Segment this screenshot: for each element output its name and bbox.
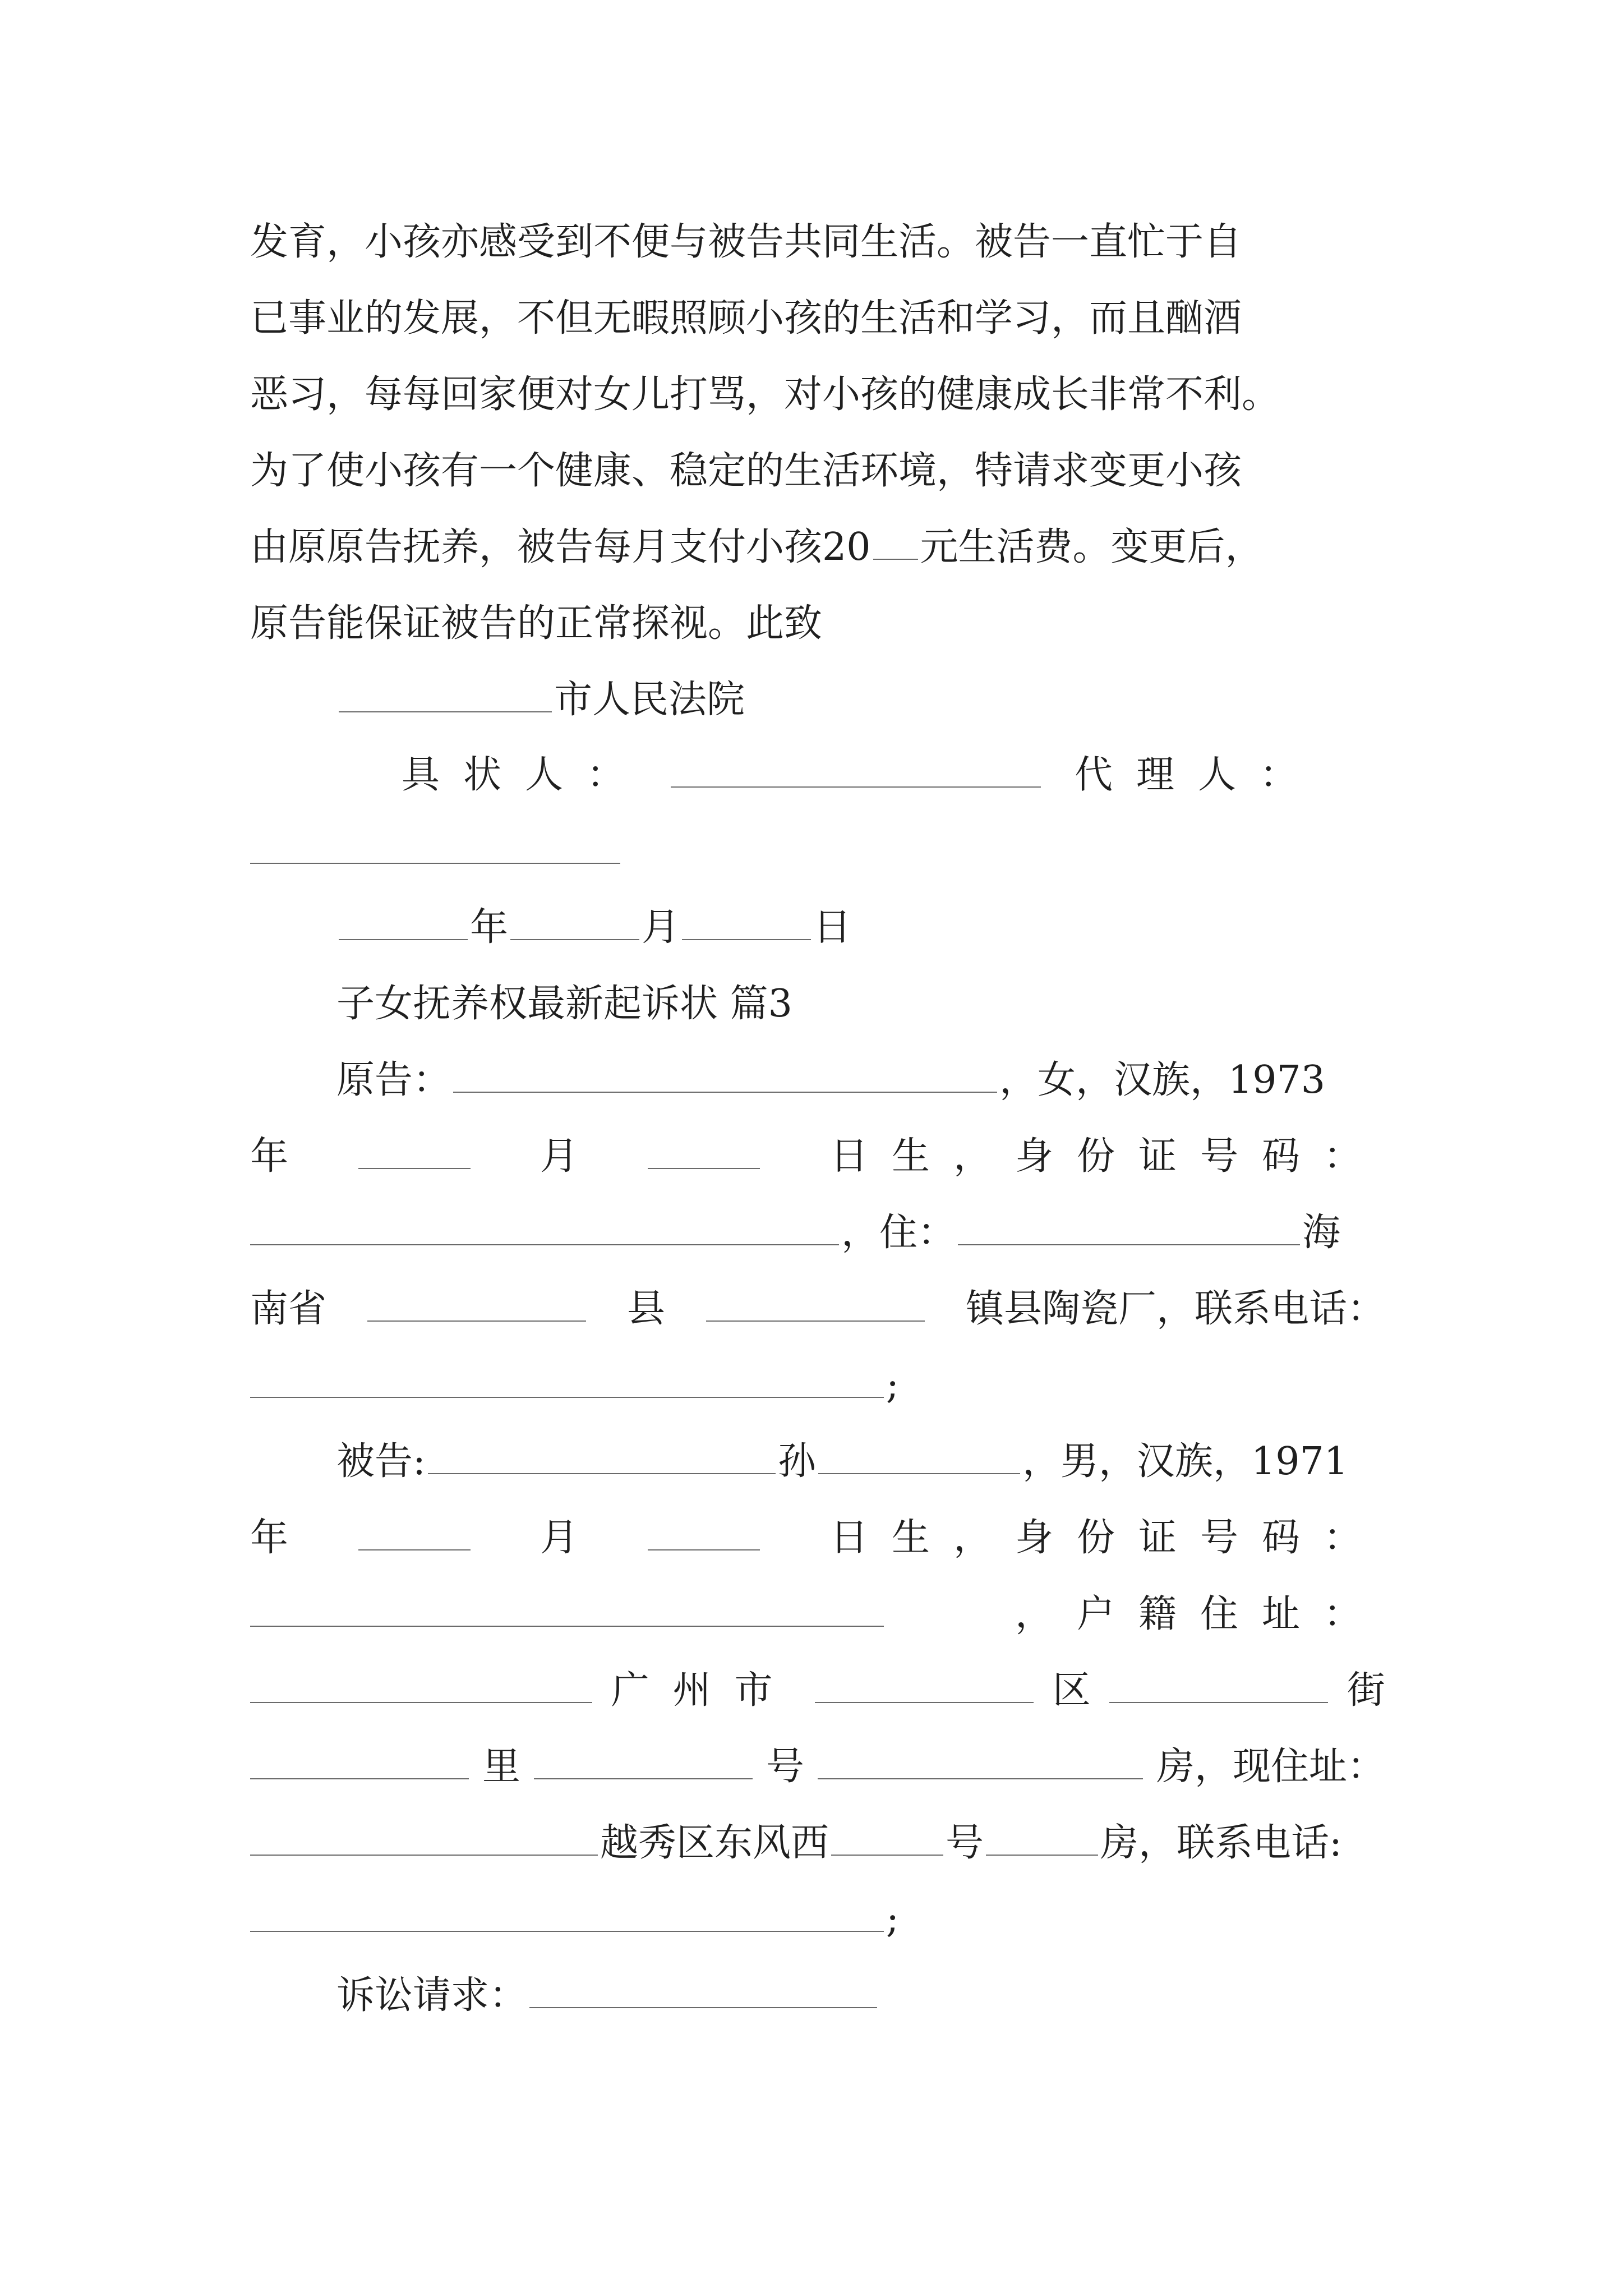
signature-line bbox=[402, 747, 1385, 803]
date-day: 日 bbox=[813, 905, 852, 950]
year-blank bbox=[339, 900, 468, 940]
defendant-current-room-blank bbox=[986, 1815, 1098, 1856]
plaintiff-addr-province: 南省 bbox=[250, 1287, 327, 1331]
defendant-line-5 bbox=[250, 1739, 1385, 1795]
date-year: 年 bbox=[470, 905, 509, 950]
claims-blank bbox=[529, 1968, 877, 2008]
defendant-name-blank-1 bbox=[428, 1434, 776, 1474]
defendant-month-blank bbox=[358, 1510, 471, 1550]
agent-label: 代理人： bbox=[1075, 753, 1322, 797]
plaintiff-line-1 bbox=[336, 1052, 1385, 1108]
body-line-4: 为了使小孩有一个健康、稳定的生活环境，特请求变更小孩 bbox=[250, 449, 1242, 493]
defendant-line-2 bbox=[250, 1510, 1385, 1566]
defendant-phone-blank bbox=[250, 1892, 884, 1932]
court-name: 市人民法院 bbox=[554, 678, 745, 722]
plaintiff-month-blank bbox=[358, 1129, 471, 1169]
agent-blank-line bbox=[250, 823, 1385, 880]
body-line-5-part2: 元生活费。变更后， bbox=[920, 525, 1264, 569]
defendant-current-number: 号 bbox=[946, 1821, 984, 1865]
plaintiff-province: 海 bbox=[1302, 1211, 1341, 1255]
defendant-line-7 bbox=[250, 1892, 1385, 1948]
claims-line bbox=[336, 1968, 1178, 2024]
claims-label: 诉讼请求： bbox=[336, 1973, 528, 2018]
defendant-current-phone-label: 房，联系电话: bbox=[1100, 1821, 1342, 1865]
signer-label: 具状人： bbox=[402, 753, 649, 797]
defendant-district: 区 bbox=[1052, 1668, 1091, 1713]
month-blank bbox=[510, 900, 639, 940]
plaintiff-residence-label: ，住： bbox=[841, 1211, 956, 1255]
plaintiff-id-blank bbox=[250, 1205, 839, 1245]
plaintiff-residence-blank bbox=[958, 1205, 1300, 1245]
defendant-current-blank bbox=[250, 1815, 598, 1856]
defendant-street-blank bbox=[1109, 1663, 1328, 1703]
date-month: 月 bbox=[642, 905, 680, 950]
defendant-room-blank bbox=[818, 1739, 1143, 1779]
defendant-surname: 孙 bbox=[777, 1439, 816, 1484]
defendant-end: ; bbox=[886, 1897, 899, 1941]
plaintiff-birth-day: 日生，身份证号码： bbox=[829, 1134, 1385, 1179]
plaintiff-label: 原告： bbox=[336, 1058, 451, 1102]
plaintiff-birth-year: 年 bbox=[250, 1134, 289, 1179]
plaintiff-phone-blank bbox=[250, 1358, 884, 1398]
signer-blank bbox=[671, 747, 1041, 788]
defendant-street: 街 bbox=[1347, 1668, 1385, 1713]
defendant-lane-blank bbox=[250, 1739, 469, 1779]
body-line-5-amount: 20 bbox=[822, 525, 871, 569]
defendant-number: 号 bbox=[766, 1745, 804, 1789]
plaintiff-name-blank bbox=[453, 1052, 997, 1093]
body-line-2: 已事业的发展，不但无暇照顾小孩的生活和学习，而且酗酒 bbox=[250, 296, 1242, 341]
amount-blank bbox=[873, 519, 918, 560]
court-line bbox=[336, 672, 1178, 728]
plaintiff-line-5 bbox=[250, 1358, 1385, 1414]
defendant-household-label: ，户籍住址： bbox=[1015, 1592, 1385, 1636]
plaintiff-day-blank bbox=[648, 1129, 760, 1169]
defendant-current-label: 房，现住址： bbox=[1156, 1745, 1385, 1789]
defendant-desc: ，男，汉族，1971 bbox=[1022, 1439, 1348, 1484]
defendant-birth-day: 日生，身份证号码： bbox=[829, 1516, 1385, 1560]
defendant-id-blank bbox=[250, 1586, 884, 1627]
plaintiff-end: ; bbox=[886, 1363, 899, 1407]
body-line-3: 恶习，每每回家便对女儿打骂，对小孩的健康成长非常不利。 bbox=[250, 372, 1280, 417]
plaintiff-desc: ，女，汉族，1973 bbox=[999, 1058, 1326, 1102]
defendant-line-6 bbox=[250, 1815, 1385, 1871]
defendant-birth-month: 月 bbox=[540, 1516, 578, 1560]
plaintiff-line-4 bbox=[250, 1281, 1385, 1337]
defendant-current-area: 越秀区东风西 bbox=[600, 1821, 829, 1865]
defendant-city-blank bbox=[250, 1663, 592, 1703]
body-line-6: 原告能保证被告的正常探视。此致 bbox=[250, 601, 823, 646]
plaintiff-addr-rest: 镇县陶瓷厂，联系电话： bbox=[965, 1287, 1385, 1331]
defendant-line-4 bbox=[250, 1663, 1385, 1719]
defendant-number-blank bbox=[534, 1739, 753, 1779]
section-title: 子女抚养权最新起诉状 篇3 bbox=[336, 982, 792, 1026]
body-line-1: 发育，小孩亦感受到不便与被告共同生活。被告一直忙于自 bbox=[250, 220, 1242, 264]
defendant-line-1 bbox=[336, 1434, 1385, 1490]
body-line-5 bbox=[250, 519, 1385, 576]
defendant-current-number-blank bbox=[831, 1815, 943, 1856]
plaintiff-county-blank bbox=[367, 1281, 586, 1322]
plaintiff-line-3 bbox=[250, 1205, 1385, 1261]
court-blank bbox=[339, 672, 552, 712]
day-blank bbox=[682, 900, 811, 940]
defendant-lane: 里 bbox=[482, 1745, 520, 1789]
defendant-name-blank-2 bbox=[818, 1434, 1020, 1474]
date-line bbox=[336, 900, 1178, 956]
agent-blank bbox=[250, 823, 620, 864]
defendant-city: 广州市 bbox=[611, 1668, 796, 1713]
defendant-day-blank bbox=[648, 1510, 760, 1550]
body-line-5-part1: 由原原告抚养，被告每月支付小孩 bbox=[250, 525, 823, 569]
plaintiff-birth-month: 月 bbox=[540, 1134, 578, 1179]
defendant-district-blank bbox=[815, 1663, 1034, 1703]
plaintiff-town-blank bbox=[706, 1281, 925, 1322]
plaintiff-addr-county: 县 bbox=[626, 1287, 665, 1331]
defendant-line-3 bbox=[250, 1586, 1385, 1642]
defendant-birth-year: 年 bbox=[250, 1516, 289, 1560]
defendant-label: 被告: bbox=[336, 1439, 426, 1484]
plaintiff-line-2 bbox=[250, 1129, 1385, 1185]
